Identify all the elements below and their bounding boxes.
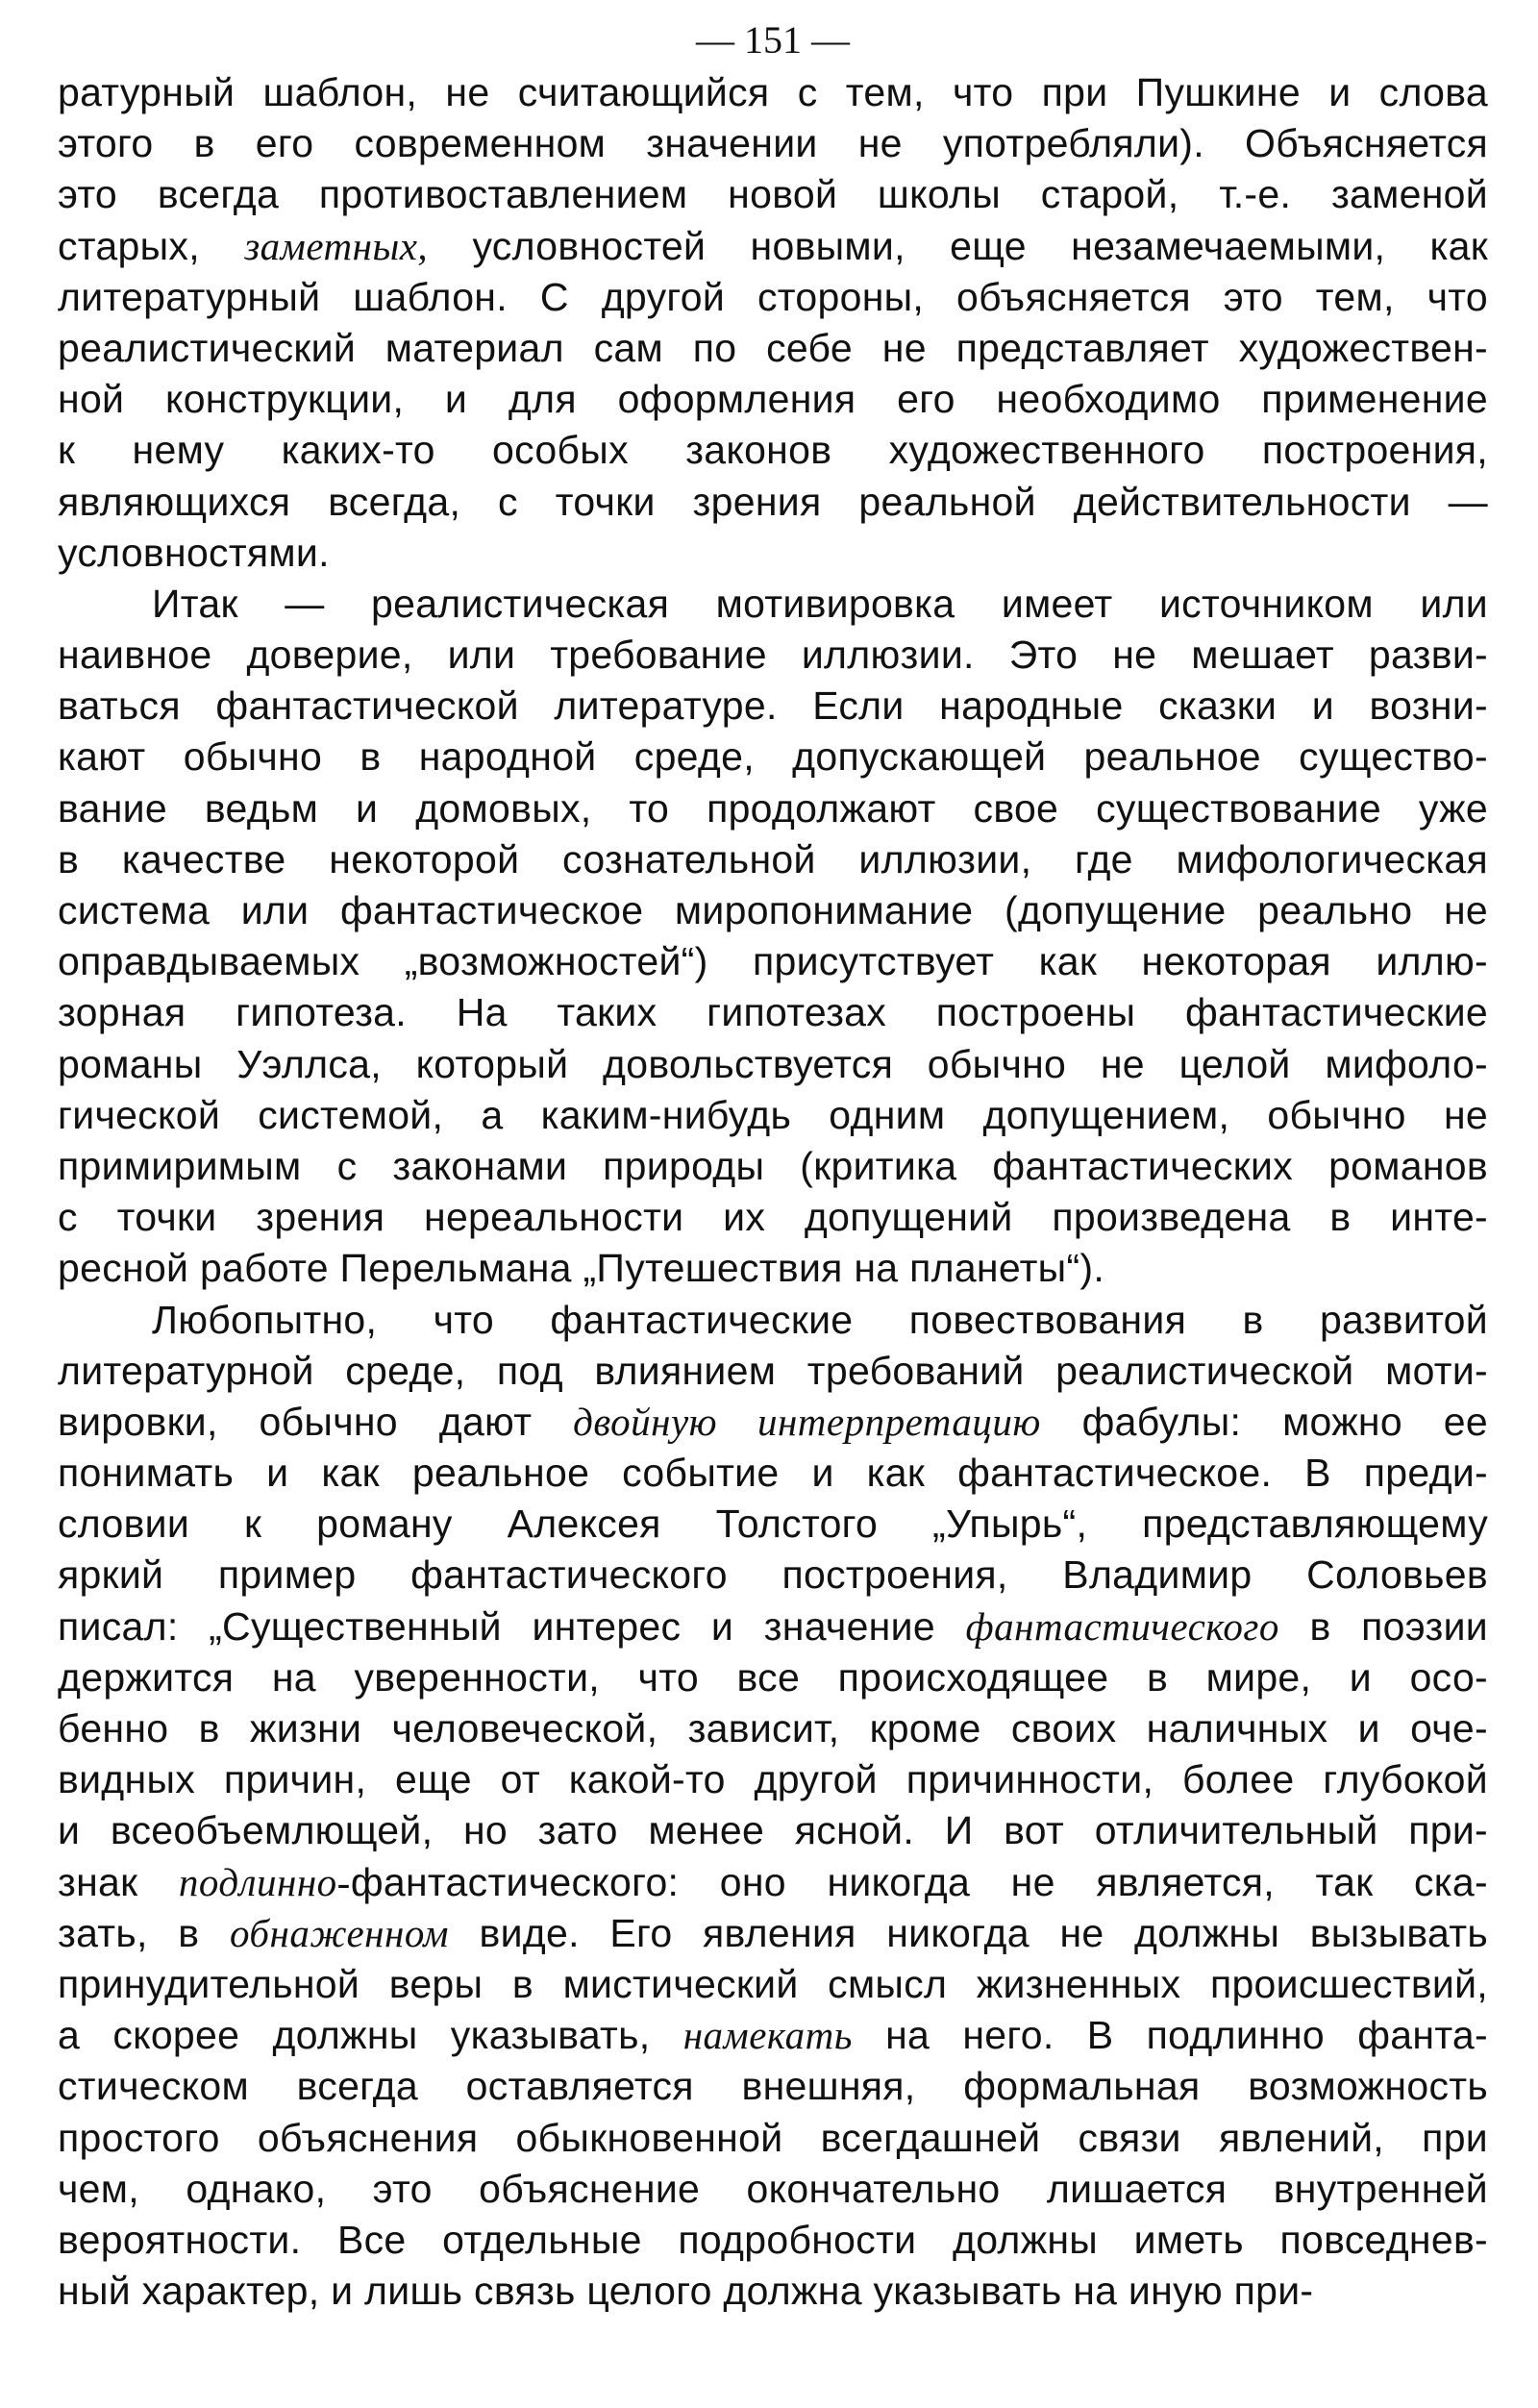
text-run: в поэзии [1278, 1603, 1488, 1649]
text-run: с точки зрения нереальности их допущений произведена в инте- [58, 1195, 1488, 1240]
text-run: кают обычно в народной среде, допускающей реальное существо- [58, 734, 1488, 780]
italic-emphasis: заметных, [244, 223, 429, 268]
text-run: а скорее должны указывать, [58, 2013, 683, 2058]
text-line [58, 630, 1488, 681]
text-line [58, 374, 1488, 425]
text-line [58, 169, 1488, 220]
text-run: стическом всегда оставляется внешняя, формальная возможность [58, 2064, 1488, 2109]
body-text [58, 67, 1488, 2317]
text-run: этого в его современном значении не употребляли). Объясняется [58, 121, 1488, 166]
text-run: зорная гипотеза. На таких гипотезах построены фантастические [58, 990, 1488, 1035]
text-line [58, 783, 1488, 834]
page-number: — 151 — [696, 18, 850, 62]
text-run: литературный шаблон. С другой стороны, объясняется это тем, что [58, 274, 1488, 319]
text-run: к нему каких-то особых законов художественного построения, [58, 428, 1488, 473]
text-line [58, 1754, 1488, 1805]
text-line [58, 67, 1488, 118]
text-line [58, 221, 1488, 272]
text-run: в качестве некоторой сознательной иллюзии, где мифологическая [58, 836, 1488, 881]
text-run: словии к роману Алексея Толстого „Упырь“, представляющему [58, 1502, 1488, 1547]
text-line [58, 1295, 1488, 1346]
text-run: условностей новыми, еще незамечаемыми, как [428, 223, 1488, 268]
text-run: ваться фантастической литературе. Если народные сказки и возни- [58, 683, 1488, 729]
text-run: вероятности. Все отдельные подробности должны иметь повседнев- [58, 2217, 1488, 2262]
text-line [58, 732, 1488, 782]
text-run: знак [58, 1859, 179, 1904]
text-run: виде. Его явления никогда не должны вызывать [448, 1910, 1488, 1955]
paragraph [58, 67, 1488, 579]
text-line [58, 118, 1488, 169]
book-page [58, 17, 1488, 2317]
text-run: держится на уверенности, что все происходящее в мире, и осо- [58, 1654, 1488, 1700]
text-line [58, 1601, 1488, 1652]
text-run: старых, [58, 223, 245, 268]
text-line [58, 1243, 1488, 1294]
text-line [58, 477, 1488, 528]
text-line [58, 1908, 1488, 1959]
text-line [58, 272, 1488, 323]
text-line [58, 885, 1488, 936]
text-line [58, 2266, 1488, 2317]
text-run: ный характер, и лишь связь целого должна указывать на иную при- [58, 2269, 1314, 2314]
text-run: реалистический материал сам по себе не представляет художествен- [58, 325, 1488, 370]
text-run: оправдываемых „возможностей“) присутствует как некоторая иллю- [58, 939, 1488, 984]
text-run: простого объяснения обыкновенной всегдашней связи явлений, при [58, 2115, 1488, 2160]
text-run: являющихся всегда, с точки зрения реальной действительности — [58, 479, 1488, 524]
text-run: романы Уэллса, который довольствуется обычно не целой мифоло- [58, 1041, 1488, 1086]
text-line [58, 528, 1488, 579]
text-run: на него. В подлинно фанта- [852, 2013, 1488, 2058]
text-line [58, 2113, 1488, 2164]
text-run: это всегда противоставлением новой школы старой, т.-е. заменой [58, 172, 1488, 217]
text-run: вировки, обычно дают [58, 1399, 574, 1444]
text-run: бенно в жизни человеческой, зависит, кроме своих наличных и оче- [58, 1706, 1488, 1750]
text-line [58, 2215, 1488, 2266]
text-run: принудительной веры в мистический смысл жизненных происшествий, [58, 1961, 1488, 2006]
text-run: условностями. [58, 530, 330, 575]
paragraph [58, 1295, 1488, 2318]
text-line [58, 681, 1488, 732]
text-run: Итак — реалистическая мотивировка имеет источником или [152, 581, 1488, 626]
text-run: ной конструкции, и для оформления его необходимо применение [58, 377, 1488, 422]
text-run: примиримым с законами природы (критика фантастических романов [58, 1143, 1488, 1188]
text-run: вание ведьм и домовых, то продолжают свое существование уже [58, 785, 1488, 831]
text-line [58, 323, 1488, 374]
text-line [58, 1141, 1488, 1192]
text-run: понимать и как реальное событие и как фантастическое. В преди- [58, 1451, 1488, 1496]
text-run: яркий пример фантастического построения, Владимир Соловьев [58, 1552, 1488, 1598]
text-run: видных причин, еще от какой-то другой причинности, более глубокой [58, 1757, 1488, 1802]
text-run: зать, в [58, 1910, 230, 1955]
italic-emphasis: намекать [682, 2013, 853, 2058]
text-line [58, 1959, 1488, 2010]
text-run: литературной среде, под влиянием требований реалистической моти- [58, 1348, 1488, 1393]
text-line [58, 1703, 1488, 1754]
text-run: фабулы: можно ее [1040, 1399, 1488, 1444]
text-line [58, 1090, 1488, 1141]
text-line [58, 987, 1488, 1038]
text-run: фантастического: оно никогда не является, так ска- [350, 1859, 1488, 1904]
text-line [58, 1448, 1488, 1499]
text-line [58, 1346, 1488, 1397]
text-line [58, 425, 1488, 476]
italic-emphasis: обнаженном [229, 1910, 449, 1955]
text-run: гической системой, а каким-нибудь одним допущением, обычно не [58, 1092, 1488, 1137]
paragraph [58, 579, 1488, 1295]
text-run: ресной работе Перельмана „Путешествия на планеты“). [58, 1246, 1105, 1291]
text-run: писал: „Существенный интерес и значение [58, 1603, 966, 1649]
text-run: ратурный шаблон, не считающийся с тем, что при Пушкине и слова [58, 70, 1488, 114]
text-line [58, 579, 1488, 630]
text-line [58, 1397, 1488, 1448]
text-run: чем, однако, это объяснение окончательно лишается внутренней [58, 2166, 1488, 2211]
text-line [58, 2164, 1488, 2215]
text-run: и всеобъемлющей, но зато менее ясной. И вот отличительный при- [58, 1808, 1488, 1853]
text-run: Любопытно, что фантастические повествования в развитой [152, 1297, 1488, 1342]
text-line [58, 1550, 1488, 1601]
text-run: наивное доверие, или требование иллюзии. Это не мешает разви- [58, 633, 1488, 678]
text-line [58, 1857, 1488, 1908]
italic-emphasis: фантастического [965, 1603, 1279, 1649]
text-line [58, 2010, 1488, 2061]
text-line [58, 1192, 1488, 1243]
text-line [58, 834, 1488, 885]
italic-emphasis: подлинно- [178, 1859, 351, 1904]
text-line [58, 936, 1488, 987]
text-line [58, 1805, 1488, 1856]
text-line [58, 1039, 1488, 1090]
text-line [58, 1652, 1488, 1703]
text-line [58, 1499, 1488, 1550]
italic-emphasis: двойную интерпретацию [573, 1399, 1041, 1444]
text-run: система или фантастическое миропонимание (допущение реально не [58, 888, 1488, 932]
text-line [58, 2061, 1488, 2112]
